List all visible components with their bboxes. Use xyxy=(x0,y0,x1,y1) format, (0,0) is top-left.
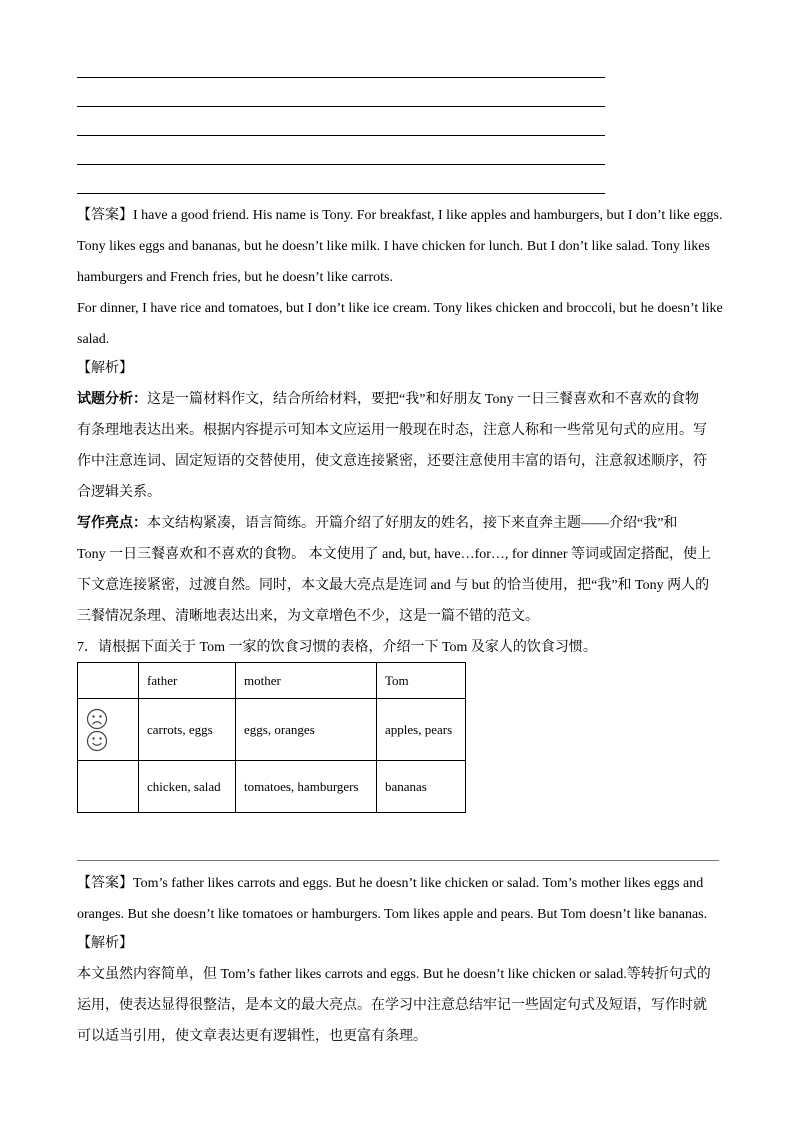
table-cell: apples, pears xyxy=(377,699,466,761)
analysis-text-line: 可以适当引用，使文章表达更有逻辑性，也更富有条理。 xyxy=(77,1029,427,1044)
answer-text-line: Tony likes eggs and bananas, but he doesn’t like milk. I have chicken for lunch. But I don’t like salad. Tony likes xyxy=(77,239,710,254)
analysis-label: 【解析】 xyxy=(77,361,133,376)
writing-line xyxy=(77,164,605,165)
analysis-text-line: Tony 一日三餐喜欢和不喜欢的食物。 本文使用了 and, but, have…for…, for dinner 等词或固定搭配，使上 xyxy=(77,547,712,562)
answer-block-2 xyxy=(77,868,727,930)
answer-text-line: oranges. But she doesn’t like tomatoes or hamburgers. Tom likes apple and pears. But Tom doesn’t like bananas. xyxy=(77,907,708,922)
table-header-cell: father xyxy=(139,663,236,699)
table-cell-empty xyxy=(78,761,139,813)
table-header-cell xyxy=(78,663,139,699)
answer-text-line: salad. xyxy=(77,332,110,347)
happy-face-icon xyxy=(86,730,108,752)
analysis-point-title: 写作亮点： xyxy=(77,516,147,531)
table-cell: chicken, salad xyxy=(139,761,236,813)
analysis-text-line: 下文意连接紧密，过渡自然。同时，本文最大亮点是连词 and 与 but 的恰当使用，把“我”和 Tony 两人的 xyxy=(77,578,710,593)
analysis-text-line: 合逻辑关系。 xyxy=(77,485,161,500)
eating-habits-table xyxy=(77,662,466,813)
analysis-text-line: 这是一篇材料作文，结合所给材料，要把“我”和好朋友 Tony 一日三餐喜欢和不喜欢的食物 xyxy=(147,392,699,407)
table-cell: bananas xyxy=(377,761,466,813)
table-cell: carrots, eggs xyxy=(139,699,236,761)
answer-text-line: hamburgers and French fries, but he doesn’t like carrots. xyxy=(77,270,393,285)
table-row xyxy=(78,761,466,813)
analysis-label: 【解析】 xyxy=(77,936,133,951)
analysis-point-title: 试题分析： xyxy=(77,392,147,407)
table-cell: eggs, oranges xyxy=(236,699,377,761)
writing-line xyxy=(77,135,605,136)
answer-text-line: I have a good friend. His name is Tony. For breakfast, I like apples and hamburgers, but I don’t like eggs. xyxy=(133,208,723,223)
table-row xyxy=(78,699,466,761)
analysis-block-1 xyxy=(77,353,727,663)
analysis-block-2 xyxy=(77,928,727,1052)
writing-line xyxy=(77,860,719,861)
answer-text-line: For dinner, I have rice and tomatoes, but I don’t like ice cream. Tony likes chicken and broccoli, but he doesn’t like xyxy=(77,301,723,316)
answer-block-1 xyxy=(77,200,727,355)
table-cell: tomatoes, hamburgers xyxy=(236,761,377,813)
analysis-text-line: 三餐情况条理、清晰地表达出来，为文章增色不少，这是一篇不错的范文。 xyxy=(77,609,539,624)
table-header-row xyxy=(78,663,466,699)
table-header-cell: Tom xyxy=(377,663,466,699)
sad-face-icon xyxy=(86,708,108,730)
analysis-text-line: 作中注意连词、固定短语的交替使用，使文意连接紧密，还要注意使用丰富的语句，注意叙述顺序，符 xyxy=(77,454,707,469)
table-header-cell: mother xyxy=(236,663,377,699)
analysis-text-line: 本文结构紧凑，语言简练。开篇介绍了好朋友的姓名，接下来直奔主题——介绍“我”和 xyxy=(147,516,678,531)
analysis-text-line: 运用，使表达显得很整洁，是本文的最大亮点。在学习中注意总结牢记一些固定句式及短语，写作时就 xyxy=(77,998,707,1013)
answer-text-line: Tom’s father likes carrots and eggs. But he doesn’t like chicken or salad. Tom’s mother likes eggs and xyxy=(133,876,704,891)
writing-line xyxy=(77,193,605,194)
face-icons-cell xyxy=(78,699,139,761)
question-7: 7．请根据下面关于 Tom 一家的饮食习惯的表格，介绍一下 Tom 及家人的饮食习惯。 xyxy=(77,640,597,655)
answer-label: 【答案】 xyxy=(77,208,133,223)
analysis-text-line: 本文虽然内容简单，但 Tom’s father likes carrots and eggs. But he doesn’t like chicken or salad.等转折句式的 xyxy=(77,967,711,982)
writing-line xyxy=(77,77,605,78)
analysis-text-line: 有条理地表达出来。根据内容提示可知本文应运用一般现在时态，注意人称和一些常见句式的应用。写 xyxy=(77,423,707,438)
writing-line xyxy=(77,106,605,107)
answer-label: 【答案】 xyxy=(77,876,133,891)
